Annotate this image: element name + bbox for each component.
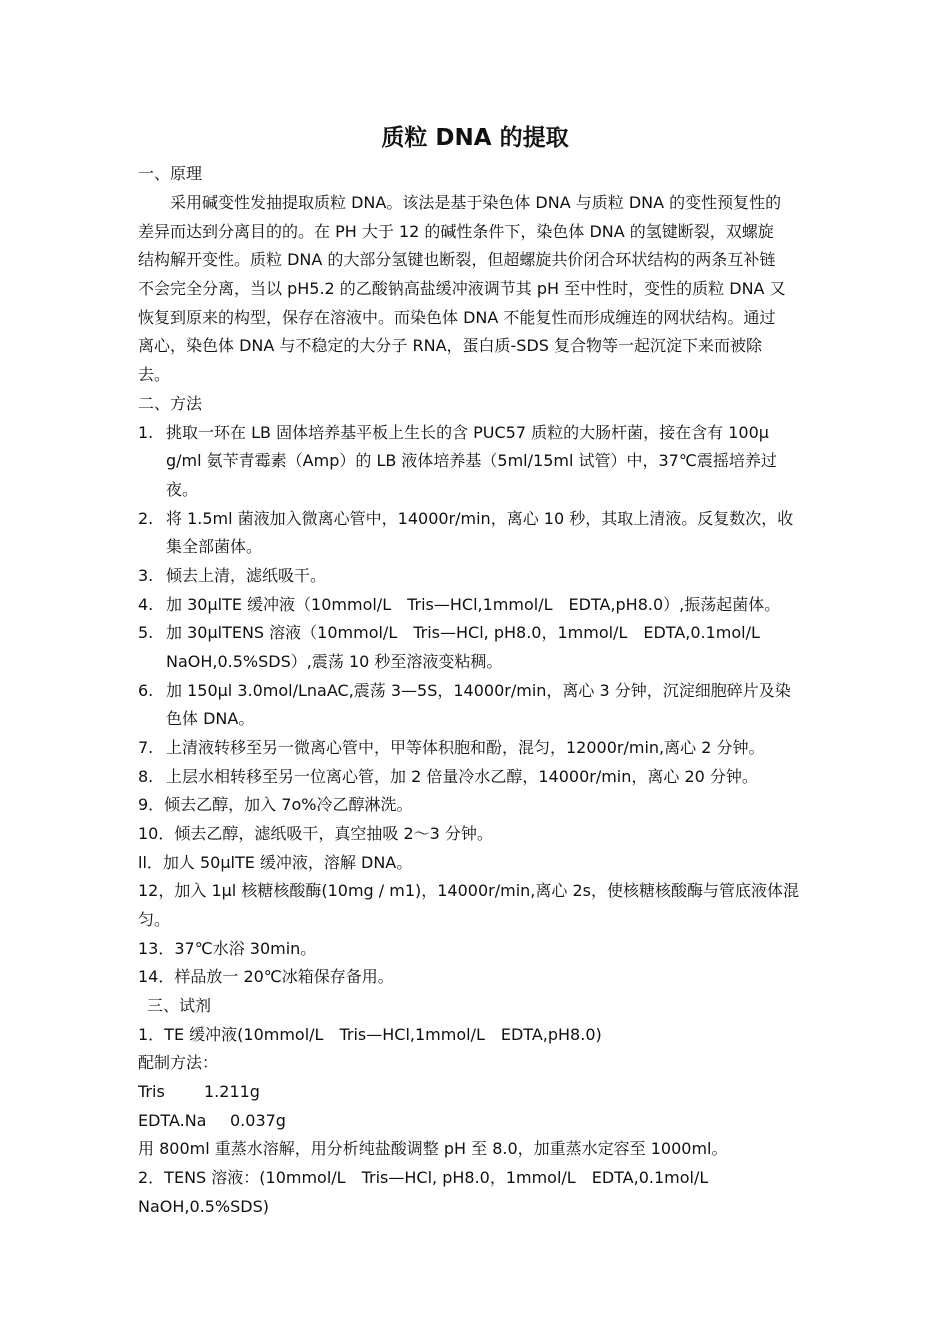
step-text: 上层水相转移至另一位离心管，加 2 倍量冷水乙醇，14000r/min，离心 20 分钟。 — [166, 767, 758, 786]
step-number: 4. — [138, 595, 154, 614]
step-text: 加 150μl 3.0mol/LnaAC,震荡 3—5S，14000r/min，离心 3 分钟，沉淀细胞碎片及染 — [166, 681, 791, 700]
paragraph-line: 差异而达到分离目的的。在 PH 大于 12 的碱性条件下，染色体 DNA 的氢键断裂，双螺旋 — [138, 222, 774, 241]
paragraph-line: 去。 — [138, 365, 171, 384]
reagent-line: 配制方法： — [138, 1053, 219, 1072]
step-text: 集全部菌体。 — [166, 537, 263, 556]
step-text: 将 1.5ml 菌液加入微离心管中，14000r/min，离心 10 秒，其取上清液。反复数次，收 — [166, 509, 794, 528]
page-title: 质粒 DNA 的提取 — [381, 125, 569, 151]
reagent-amount: 0.037g — [230, 1111, 286, 1130]
step-line: 14．样品放一 20℃冰箱保存备用。 — [138, 967, 394, 986]
step-line: ll．加人 50μlTE 缓冲液，溶解 DNA。 — [138, 853, 413, 872]
step-text: 倾去上清，滤纸吸干。 — [166, 566, 327, 585]
step-text: 挑取一环在 LB 固体培养基平板上生长的含 PUC57 质粒的大肠杆菌，接在含有 100μ — [166, 423, 769, 442]
step-number: 1. — [138, 423, 154, 442]
step-number: 3. — [138, 566, 154, 585]
section-heading-method: 二、方法 — [138, 394, 203, 413]
step-number: 6. — [138, 681, 154, 700]
reagent-line: 用 800ml 重蒸水溶解，用分析纯盐酸调整 pH 至 8.0，加重蒸水定容至 1000ml。 — [138, 1139, 728, 1158]
section-heading-principle: 一、原理 — [138, 164, 203, 183]
reagent-name: EDTA.Na — [138, 1111, 207, 1130]
paragraph-line: 离心，染色体 DNA 与不稳定的大分子 RNA，蛋白质-SDS 复合物等一起沉淀下来而被除 — [138, 336, 763, 355]
paragraph-line: 采用碱变性发抽提取质粒 DNA。该法是基于染色体 DNA 与质粒 DNA 的变性预复性的 — [170, 193, 782, 212]
step-text: 加 30μlTE 缓冲液（10mmol/L Tris—HCl,1mmol/L EDTA,pH8.0）,振荡起菌体。 — [166, 595, 781, 614]
step-number: 8. — [138, 767, 154, 786]
section-heading-reagents: 三、试剂 — [147, 996, 212, 1015]
step-line: 匀。 — [138, 910, 171, 929]
reagent-amount: 1.211g — [204, 1082, 260, 1101]
paragraph-line: 不会完全分离，当以 pH5.2 的乙酸钠高盐缓冲液调节其 pH 至中性时，变性的质粒 DNA 又 — [138, 279, 786, 298]
paragraph-line: 结构解开变性。质粒 DNA 的大部分氢键也断裂，但超螺旋共价闭合环状结构的两条互补链 — [138, 250, 776, 269]
step-number: 2. — [138, 509, 154, 528]
step-text: 夜。 — [166, 480, 199, 499]
step-text: g/ml 氨苄青霉素（Amp）的 LB 液体培养基（5ml/15ml 试管）中，37℃震摇培养过 — [166, 451, 777, 470]
paragraph-line: 恢复到原来的构型，保存在溶液中。而染色体 DNA 不能复性而形成缠连的网状结构。通过 — [138, 308, 776, 327]
step-number: 7. — [138, 738, 154, 757]
reagent-line: 2．TENS 溶液：(10mmol/L Tris—HCl, pH8.0，1mmol/L EDTA,0.1mol/L — [138, 1168, 709, 1187]
reagent-line: 1．TE 缓冲液(10mmol/L Tris—HCl,1mmol/L EDTA,pH8.0) — [138, 1025, 602, 1044]
step-text: NaOH,0.5%SDS）,震荡 10 秒至溶液变粘稠。 — [166, 652, 503, 671]
reagent-line: NaOH,0.5%SDS) — [138, 1197, 270, 1216]
step-line: 10．倾去乙醇，滤纸吸干，真空抽吸 2～3 分钟。 — [138, 824, 493, 843]
step-number: 5. — [138, 623, 154, 642]
step-text: 上清液转移至另一微离心管中，甲等体积胞和酚，混匀，12000r/min,离心 2 分钟。 — [166, 738, 765, 757]
step-line: 12，加入 1μl 核糖核酸酶(10mg / m1)，14000r/min,离心 2s，使核糖核酸酶与管底液体混 — [138, 881, 799, 900]
reagent-name: Tris — [138, 1082, 165, 1101]
step-line: 13．37℃水浴 30min。 — [138, 939, 317, 958]
step-line: 9．倾去乙醇，加入 7o%冷乙醇淋洗。 — [138, 795, 413, 814]
step-text: 色体 DNA。 — [166, 709, 255, 728]
step-text: 加 30μlTENS 溶液（10mmol/L Tris—HCl, pH8.0，1mmol/L EDTA,0.1mol/L — [166, 623, 760, 642]
